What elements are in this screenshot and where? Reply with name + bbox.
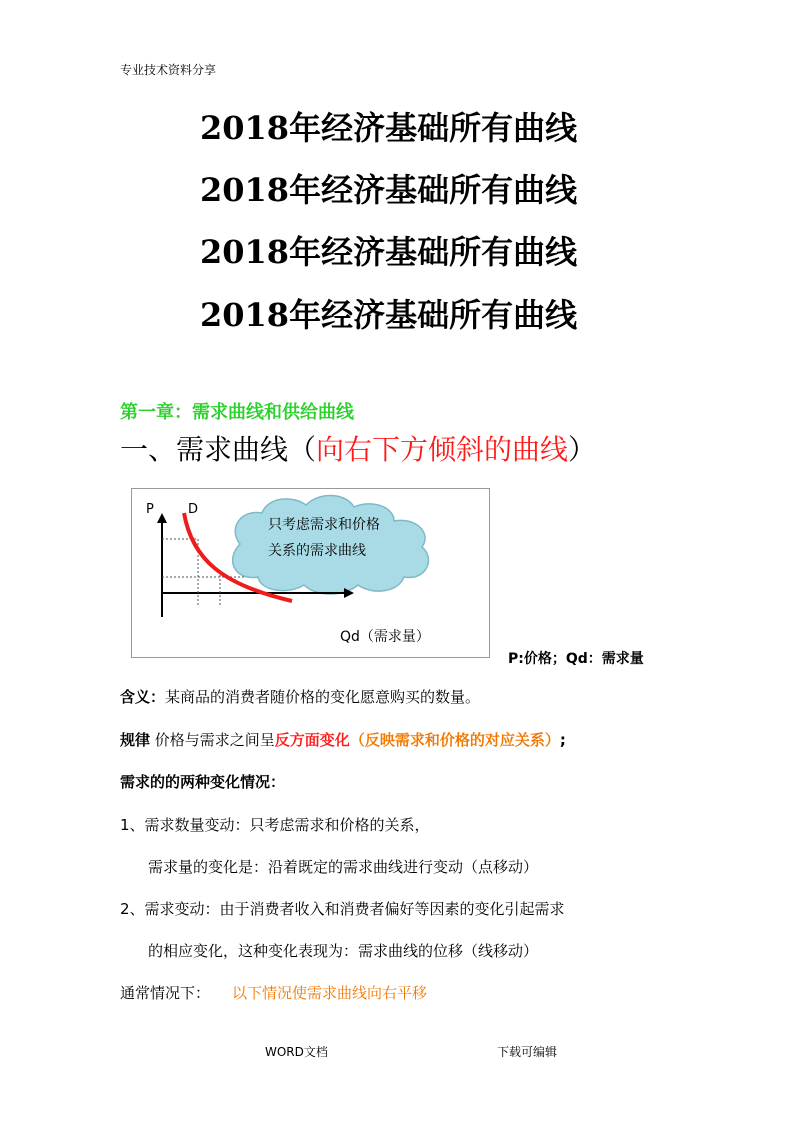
usually-label: 通常情况下： <box>120 984 211 1002</box>
rule-text: 价格与需求之间呈 <box>150 731 275 749</box>
cloud-text-line1: 只考虑需求和价格 <box>268 517 380 533</box>
two-cases-heading: 需求的的两种变化情况： <box>120 773 286 791</box>
section-prefix: 一、需求曲线（ <box>120 433 317 466</box>
section-highlight: 向右下方倾斜的曲线 <box>316 433 569 466</box>
section-heading <box>120 430 596 470</box>
meaning-paragraph <box>120 686 480 708</box>
usually-paragraph <box>120 982 427 1004</box>
rule-end: ; <box>559 731 566 749</box>
rule-paragraph <box>120 729 566 751</box>
demand-curve-figure <box>131 488 490 658</box>
document-title: 2018年经济基础所有曲线 <box>200 296 578 334</box>
curve-label-d: D <box>188 502 199 517</box>
list-item-1-line1: 1、需求数量变动：只考虑需求和价格的关系， <box>120 816 430 834</box>
rule-orange-text: （反映需求和价格的对应关系） <box>349 731 560 749</box>
footer-left: WORD文档 <box>265 1045 328 1059</box>
figure-legend: P:价格；Qd：需求量 <box>508 651 644 667</box>
chapter-heading: 第一章：需求曲线和供给曲线 <box>120 402 354 423</box>
footer-right: 下载可编辑 <box>497 1045 558 1059</box>
list-item-2-line1: 2、需求变动：由于消费者收入和消费者偏好等因素的变化引起需求 <box>120 900 565 918</box>
cloud-text-line2: 关系的需求曲线 <box>268 543 366 559</box>
header-note: 专业技术资料分享 <box>120 63 217 77</box>
rule-red-text: 反方面变化 <box>274 731 350 749</box>
section-suffix: ） <box>568 433 597 466</box>
meaning-text: 某商品的消费者随价格的变化愿意购买的数量。 <box>165 688 481 706</box>
document-title: 2018年经济基础所有曲线 <box>200 109 578 147</box>
list-item-1-line2: 需求量的变化是：沿着既定的需求曲线进行变动（点移动） <box>148 858 539 876</box>
document-title: 2018年经济基础所有曲线 <box>200 171 578 209</box>
list-item-2-line2: 的相应变化，这种变化表现为：需求曲线的位移（线移动） <box>148 942 539 960</box>
document-title: 2018年经济基础所有曲线 <box>200 233 578 271</box>
axis-label-p: P <box>146 502 154 517</box>
demand-curve-diagram <box>132 489 489 657</box>
rule-label: 规律 <box>120 731 151 749</box>
y-axis-arrow <box>157 513 167 523</box>
meaning-label: 含义： <box>120 688 166 706</box>
usually-text: 以下情况使需求曲线向右平移 <box>232 984 428 1002</box>
axis-label-qd: Qd（需求量） <box>340 629 430 645</box>
